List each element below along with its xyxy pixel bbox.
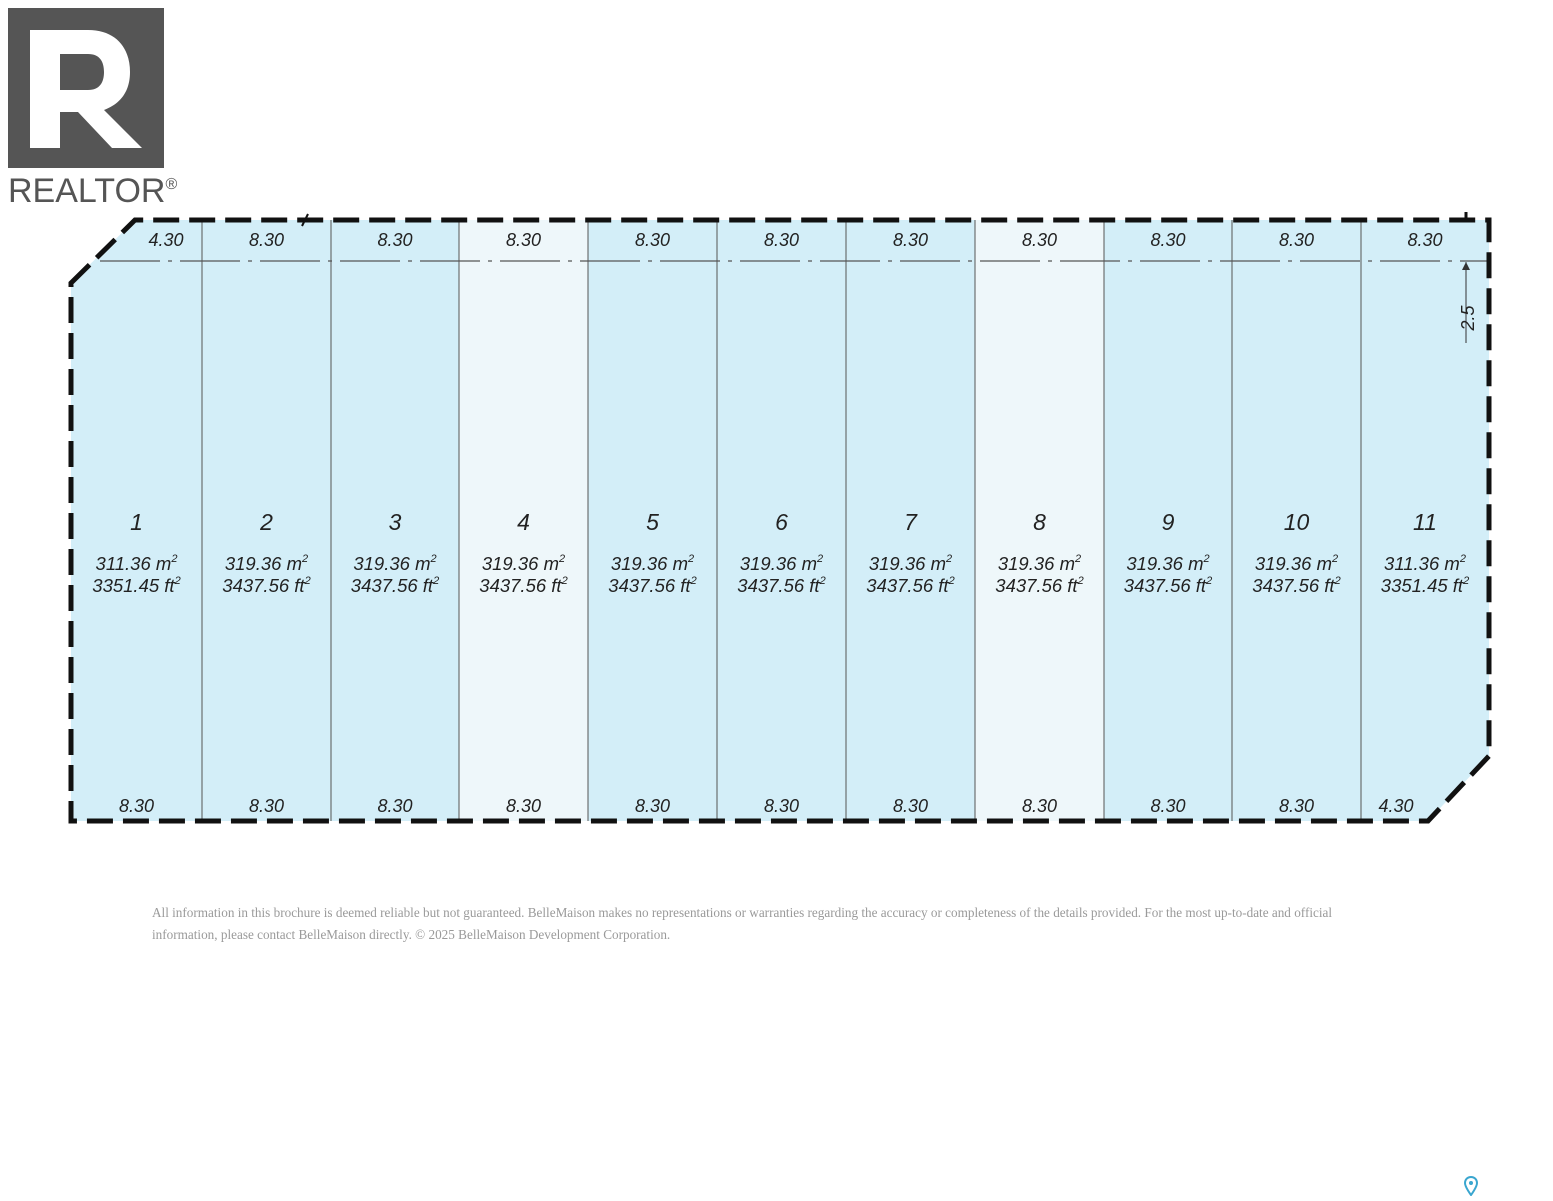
frontage-label: 8.30 — [634, 230, 671, 250]
lot-area-ft2: 3351.45 $ft^2$ — [92, 575, 181, 596]
frontage-label: 8.30 — [1150, 230, 1186, 250]
rear-label: 8.30 — [248, 796, 285, 816]
rear-label: 8.30 — [505, 796, 542, 816]
lot-number: 11 — [1413, 509, 1437, 535]
frontage-label: 8.30 — [763, 230, 800, 250]
frontage-label: 8.30 — [1278, 230, 1315, 250]
lot-area-ft2: 3437.56 $ft^2$ — [1123, 575, 1213, 596]
frontage-label: 8.30 — [248, 230, 285, 250]
rear-label: 8.30 — [763, 796, 800, 816]
rear-label: 8.30 — [892, 796, 929, 816]
lot-area-m2: 311.36 $m^2$ — [1384, 553, 1466, 574]
rear-label: 8.30 — [118, 796, 155, 816]
lot-area-m2: 319.36 $m^2$ — [224, 553, 309, 574]
lot-area-ft2: 3351.45 $ft^2$ — [1380, 575, 1470, 596]
rear-label: 8.30 — [1021, 796, 1058, 816]
lot-area-m2: 319.36 $m^2$ — [868, 553, 953, 574]
lot-number: 3 — [388, 509, 402, 535]
rear-label: 8.30 — [377, 796, 413, 816]
lot-area-ft2: 3437.56 $ft^2$ — [737, 575, 826, 596]
frontage-label: 8.30 — [1407, 230, 1443, 250]
lot-area-m2: 319.36 $m^2$ — [610, 553, 695, 574]
lot-number: 8 — [1033, 509, 1046, 535]
lot-number: 5 — [646, 509, 659, 535]
disclaimer-text: All information in this brochure is deemed reliable but not guaranteed. BelleMaison makes no representations or warranties regarding the accuracy or completeness of the details provided. For the most up-to-date and official information, please contact BelleMaison directly. © 2025 BelleMaison Development Corporation. — [152, 905, 1333, 942]
rear-label: 4.30 — [1378, 796, 1414, 816]
setback-label: 2.5 — [1458, 305, 1478, 331]
frontage-label: 8.30 — [892, 230, 929, 250]
lot-number: 4 — [517, 509, 530, 535]
realtor-word: REALTOR — [8, 172, 166, 210]
lot-area-ft2: 3437.56 $ft^2$ — [1252, 575, 1341, 596]
lot-number: 2 — [260, 509, 273, 535]
lot-number: 1 — [130, 509, 143, 535]
lot-area-m2: 319.36 $m^2$ — [997, 553, 1082, 574]
lot-area-m2: 319.36 $m^2$ — [481, 553, 566, 574]
rear-label: 8.30 — [1150, 796, 1186, 816]
frontage-label: 8.30 — [505, 230, 542, 250]
lot-area-ft2: 3437.56 $ft^2$ — [222, 575, 311, 596]
lot-area-ft2: 3437.56 $ft^2$ — [479, 575, 568, 596]
lot-area-m2: 319.36 $m^2$ — [739, 553, 824, 574]
lot-number: 6 — [775, 509, 788, 535]
frontage-label: 4.30 — [148, 230, 184, 250]
rear-label: 8.30 — [1278, 796, 1315, 816]
lot-area-m2: 311.36 $m^2$ — [95, 553, 178, 574]
lot-number: 10 — [1283, 509, 1310, 535]
lot-area-ft2: 3437.56 $ft^2$ — [995, 575, 1084, 596]
lot-area-m2: 319.36 $m^2$ — [353, 553, 437, 574]
lot-area-m2: 319.36 $m^2$ — [1126, 553, 1210, 574]
map-pin-icon[interactable] — [1464, 1176, 1478, 1196]
lot-number: 7 — [904, 509, 917, 535]
lot-area-ft2: 3437.56 $ft^2$ — [866, 575, 955, 596]
lot-area-ft2: 3437.56 $ft^2$ — [350, 575, 440, 596]
registered-mark: ® — [165, 176, 178, 193]
lot-number: 9 — [1161, 509, 1175, 535]
frontage-label: 8.30 — [1021, 230, 1058, 250]
rear-label: 8.30 — [634, 796, 671, 816]
lot-area-m2: 319.36 $m^2$ — [1254, 553, 1339, 574]
frontage-label: 8.30 — [377, 230, 413, 250]
lot-area-ft2: 3437.56 $ft^2$ — [608, 575, 697, 596]
